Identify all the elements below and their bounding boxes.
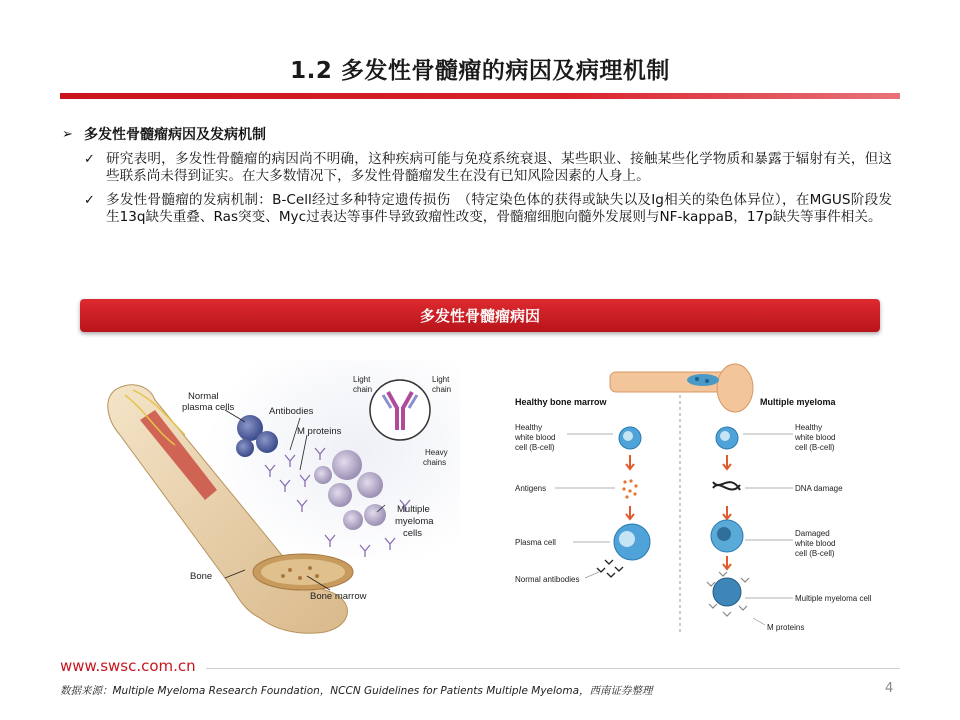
light-chain-right-label: chain bbox=[432, 385, 452, 394]
content-section bbox=[62, 124, 902, 226]
heavy-chains-label: Heavy bbox=[425, 448, 448, 457]
page-title: 1.2 多发性骨髓瘤的病因及病理机制 bbox=[290, 58, 670, 84]
antibody-structure-diagram bbox=[370, 380, 430, 440]
healthy-title: Healthy bone marrow bbox=[515, 397, 607, 407]
light-chain-left-label: Light bbox=[353, 375, 371, 384]
bone-illustration-svg bbox=[85, 350, 460, 640]
title-underline bbox=[60, 93, 900, 99]
light-chain-left-label: chain bbox=[353, 385, 373, 394]
normal-plasma-label: plasma cells bbox=[182, 402, 235, 413]
healthy-wbc-label: white blood bbox=[515, 433, 556, 442]
myeloma-cells-label: myeloma bbox=[395, 516, 434, 527]
bone-cross-section bbox=[610, 364, 753, 412]
bone-marrow-illustration bbox=[85, 350, 460, 640]
light-chain-right-label: Light bbox=[432, 375, 450, 384]
myeloma-cells-label: cells bbox=[403, 528, 423, 539]
heavy-chains-label: chains bbox=[423, 458, 447, 467]
healthy-column bbox=[514, 423, 650, 584]
section-heading-text: 多发性骨髓瘤病因及发病机制 bbox=[84, 127, 266, 143]
normal-antibodies-label: Normal antibodies bbox=[515, 575, 580, 584]
bullet-text: 多发性骨髓瘤的发病机制：B-Cell经过多种特定遗传损伤 （特定染色体的获得或缺失以及Ig相关的染色体异位），在MGUS阶段发生13q缺失重叠、Ras突变、Myc过表达等事件导致致瘤性改变，骨髓瘤细胞向髓外发展则与NF-kappaB，17p缺失等事件相关。 bbox=[106, 192, 892, 225]
myeloma-wbc-label: white blood bbox=[795, 433, 836, 442]
data-source: 数据来源：Multiple Myeloma Research Foundation，NCCN Guidelines for Patients Multiple Myeloma，西南证券整理 bbox=[60, 685, 653, 697]
section-heading bbox=[62, 124, 902, 144]
bullet-text: 研究表明，多发性骨髓瘤的病因尚不明确，这种疾病可能与免疫系统衰退、某些职业、接触某些化学物质和暴露于辐射有关，但这些联系尚未得到证实。在大多数情况下，多发性骨髓瘤发生在没有已知风险因素的人身上。 bbox=[106, 151, 892, 184]
footer-url: www.swsc.com.cn bbox=[60, 657, 196, 675]
normal-plasma-label: Normal bbox=[188, 391, 219, 402]
page-number: 4 bbox=[885, 681, 894, 696]
bullet-item bbox=[84, 192, 902, 226]
damaged-wbc-label: Damaged bbox=[795, 529, 830, 538]
myeloma-cells-label: Multiple bbox=[397, 504, 430, 515]
healthy-vs-myeloma-diagram bbox=[495, 360, 895, 640]
checkmark-icon: ✓ bbox=[84, 152, 95, 167]
myeloma-wbc-label: cell (B-cell) bbox=[795, 443, 835, 452]
bone-marrow-label: Bone marrow bbox=[310, 591, 367, 602]
figure-banner: 多发性骨髓瘤病因 bbox=[80, 299, 880, 332]
myeloma-title: Multiple myeloma bbox=[760, 397, 836, 407]
antigens-label: Antigens bbox=[515, 484, 547, 493]
footer-divider bbox=[206, 668, 900, 669]
plasma-cell-label: Plasma cell bbox=[515, 538, 556, 547]
myeloma-cell-label: Multiple myeloma cell bbox=[795, 594, 872, 603]
myeloma-wbc-label: Healthy bbox=[795, 423, 823, 432]
healthy-wbc-label: cell (B-cell) bbox=[515, 443, 555, 452]
dna-damage-label: DNA damage bbox=[795, 484, 843, 493]
antibodies-label: Antibodies bbox=[269, 406, 314, 417]
m-proteins-label: M proteins bbox=[297, 426, 342, 437]
damaged-wbc-label: white blood bbox=[795, 539, 836, 548]
myeloma-column bbox=[707, 423, 872, 632]
arrow-bullet-icon: ➢ bbox=[62, 126, 73, 142]
damaged-wbc-label: cell (B-cell) bbox=[795, 549, 835, 558]
bone-label: Bone bbox=[190, 571, 213, 582]
bullet-item bbox=[84, 151, 902, 185]
comparison-diagram-svg bbox=[495, 360, 895, 640]
healthy-wbc-label: Healthy bbox=[515, 423, 543, 432]
m-proteins-label: M proteins bbox=[767, 623, 805, 632]
checkmark-icon: ✓ bbox=[84, 193, 95, 208]
